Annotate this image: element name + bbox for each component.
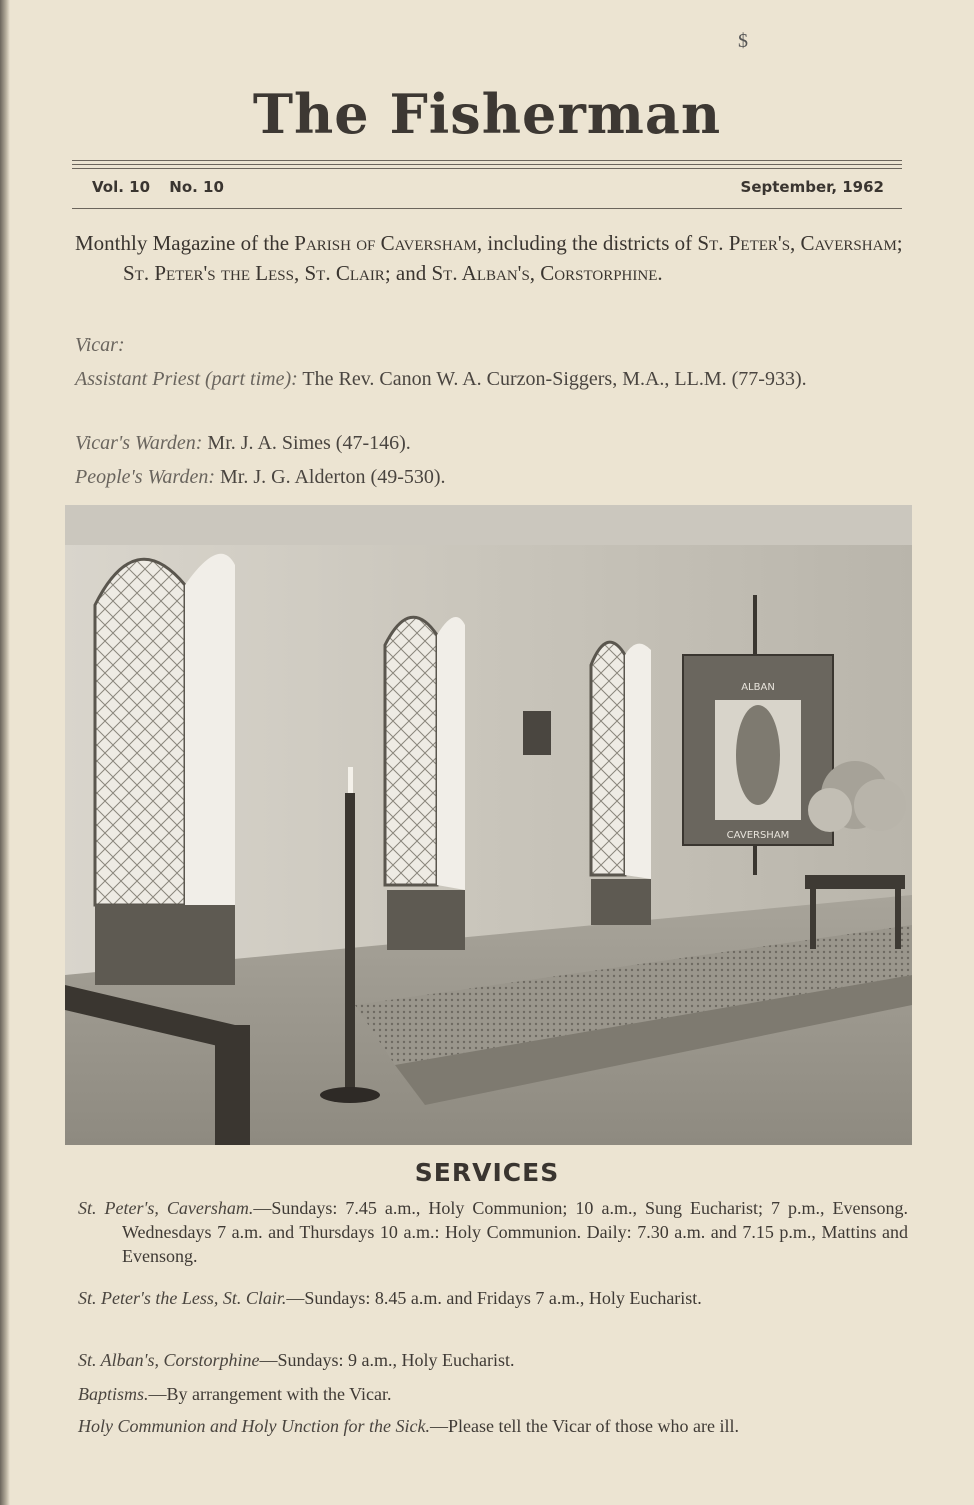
binding-spine bbox=[0, 0, 10, 1505]
rule-top-2 bbox=[72, 164, 902, 165]
page-mark: $ bbox=[738, 30, 748, 52]
staff-peoples-warden: People's Warden: Mr. J. G. Alderton (49-530). bbox=[75, 466, 446, 488]
rule-bottom bbox=[72, 208, 902, 209]
issue-number: No. 10 bbox=[169, 178, 224, 196]
service-item: Holy Communion and Holy Unction for the Sick.—Please tell the Vicar of those who are ill. bbox=[78, 1416, 739, 1436]
service-item: St. Peter's the Less, St. Clair.—Sundays: 8.45 a.m. and Fridays 7 a.m., Holy Eucharist. bbox=[78, 1288, 702, 1308]
intro-paragraph: Monthly Magazine of the Parish of Caversham, including the districts of St. Peter's, Caversham; St. Peter's the Less, St. Clair; and St. Alban's, Corstorphine. bbox=[75, 231, 903, 285]
issue-volume: Vol. 10 bbox=[92, 178, 151, 196]
banner-bottom-text: CAVERSHAM bbox=[726, 830, 790, 841]
issue-date: September, 1962 bbox=[740, 178, 884, 196]
masthead-title: The Fisherman bbox=[252, 82, 722, 146]
staff-assistant-priest: Assistant Priest (part time): The Rev. Canon W. A. Curzon-Siggers, M.A., LL.M. (77-933). bbox=[75, 368, 807, 390]
rule-top-1 bbox=[72, 160, 902, 161]
rule-top-3 bbox=[72, 168, 902, 169]
issue-line bbox=[92, 178, 884, 200]
church-interior-photo bbox=[65, 505, 912, 1145]
services-heading: SERVICES bbox=[414, 1158, 560, 1187]
service-item: St. Peter's, Caversham.—Sundays: 7.45 a.m., Holy Communion; 10 a.m., Sung Eucharist; 7 p.m., Evensong. Wednesdays 7 a.m. and Thursdays 10 a.m.: Holy Communion. Daily: 7.30 a.m. and 7.15 p.m., Mattins and Evensong. bbox=[78, 1198, 908, 1266]
banner-top-text: ALBAN bbox=[741, 682, 775, 693]
service-item: St. Alban's, Corstorphine—Sundays: 9 a.m., Holy Eucharist. bbox=[78, 1350, 515, 1370]
service-item: Baptisms.—By arrangement with the Vicar. bbox=[78, 1384, 392, 1404]
staff-vicars-warden: Vicar's Warden: Mr. J. A. Simes (47-146). bbox=[75, 432, 411, 454]
staff-vicar: Vicar: bbox=[75, 334, 125, 356]
